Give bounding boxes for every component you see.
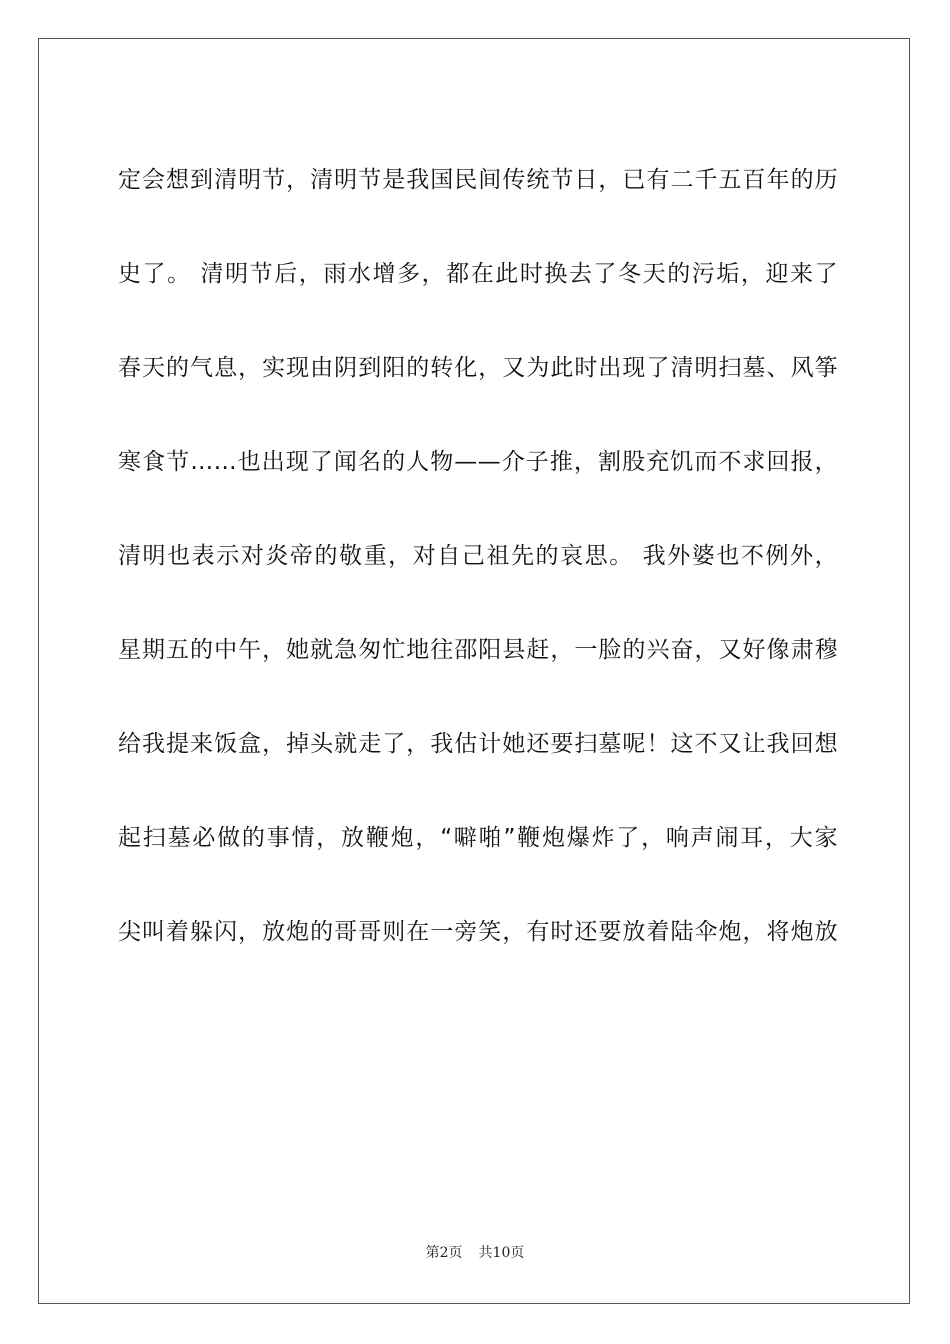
body-line: 起扫墓必做的事情，放鞭炮，“噼啪”鞭炮爆炸了，响声闹耳，大家 xyxy=(118,825,838,851)
page-number: 第2页 xyxy=(425,1245,463,1261)
body-line: 寒食节……也出现了闻名的人物——介子推，割股充饥而不求回报， xyxy=(118,449,838,475)
body-line: 给我提来饭盒，掉头就走了，我估计她还要扫墓呢！这不又让我回想 xyxy=(118,731,838,757)
body-line: 星期五的中午，她就急匆忙地往邵阳县赶，一脸的兴奋，又好像肃穆 xyxy=(118,637,838,663)
body-line: 定会想到清明节，清明节是我国民间传统节日，已有二千五百年的历 xyxy=(118,167,838,193)
body-line: 史了。 清明节后，雨水增多，都在此时换去了冬天的污垢，迎来了 xyxy=(118,261,838,287)
body-line: 清明也表示对炎帝的敬重，对自己祖先的哀思。 我外婆也不例外， xyxy=(118,543,838,569)
body-line: 尖叫着躲闪，放炮的哥哥则在一旁笑，有时还要放着陆伞炮，将炮放 xyxy=(118,919,838,945)
page-footer xyxy=(0,1243,950,1263)
body-line: 春天的气息，实现由阴到阳的转化，又为此时出现了清明扫墓、风筝 xyxy=(118,355,838,381)
page-total: 共10页 xyxy=(478,1245,525,1261)
page-border xyxy=(38,38,910,1304)
